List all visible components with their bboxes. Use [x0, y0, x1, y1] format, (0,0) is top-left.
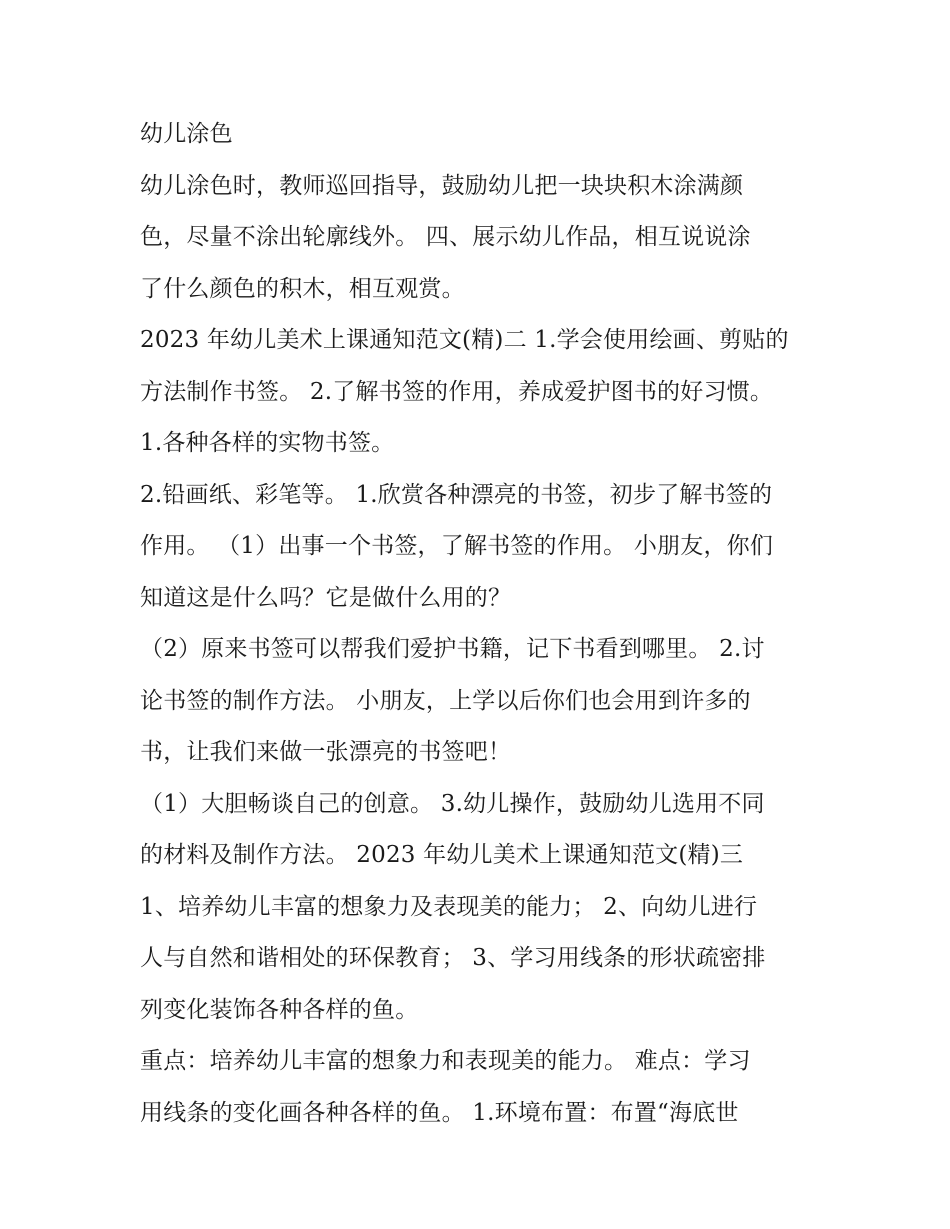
text-line: 书，让我们来做一张漂亮的书签吧！	[140, 739, 512, 765]
text-line: （2）原来书签可以帮我们爱护书籍，记下书看到哪里。 2.讨	[140, 636, 765, 662]
text-line: 幼儿涂色时，教师巡回指导，鼓励幼儿把一块块积木涂满颜	[140, 172, 744, 199]
text-line: 作用。 （1）出事一个书签，了解书签的作用。 小朋友，你们	[140, 533, 774, 559]
text-line: （1）大胆畅谈自己的创意。 3.幼儿操作，鼓励幼儿选用不同	[140, 790, 765, 817]
text-line: 列变化装饰各种各样的鱼。	[140, 996, 419, 1023]
text-line: 2.铅画纸、彩笔等。 1.欣赏各种漂亮的书签，初步了解书签的	[140, 481, 773, 508]
text-line: 重点：培养幼儿丰富的想象力和表现美的能力。 难点：学习	[140, 1048, 751, 1074]
text-line: 色，尽量不涂出轮廓线外。 四、展示幼儿作品，相互说说涂	[140, 224, 751, 250]
text-line: 知道这是什么吗？它是做什么用的？	[140, 584, 512, 611]
document-body	[140, 109, 820, 1139]
text-line: 用线条的变化画各种各样的鱼。 1.环境布置：布置“海底世	[140, 1099, 739, 1126]
text-line: 方法制作书签。 2.了解书签的作用，养成爱护图书的好习惯。	[140, 378, 774, 405]
text-line: 论书签的制作方法。 小朋友，上学以后你们也会用到许多的	[140, 687, 751, 714]
text-line: 了什么颜色的积木，相互观赏。	[140, 275, 465, 302]
text-line: 2023 年幼儿美术上课通知范文(精)二 1.学会使用绘画、剪贴的	[140, 327, 789, 353]
text-line: 人与自然和谐相处的环保教育； 3、学习用线条的形状疏密排	[140, 945, 766, 971]
text-line: 1.各种各样的实物书签。	[140, 430, 395, 456]
text-line: 1、培养幼儿丰富的想象力及表现美的能力； 2、向幼儿进行	[140, 893, 758, 920]
text-line: 幼儿涂色	[140, 121, 233, 147]
text-line: 的材料及制作方法。 2023 年幼儿美术上课通知范文(精)三	[140, 842, 744, 868]
